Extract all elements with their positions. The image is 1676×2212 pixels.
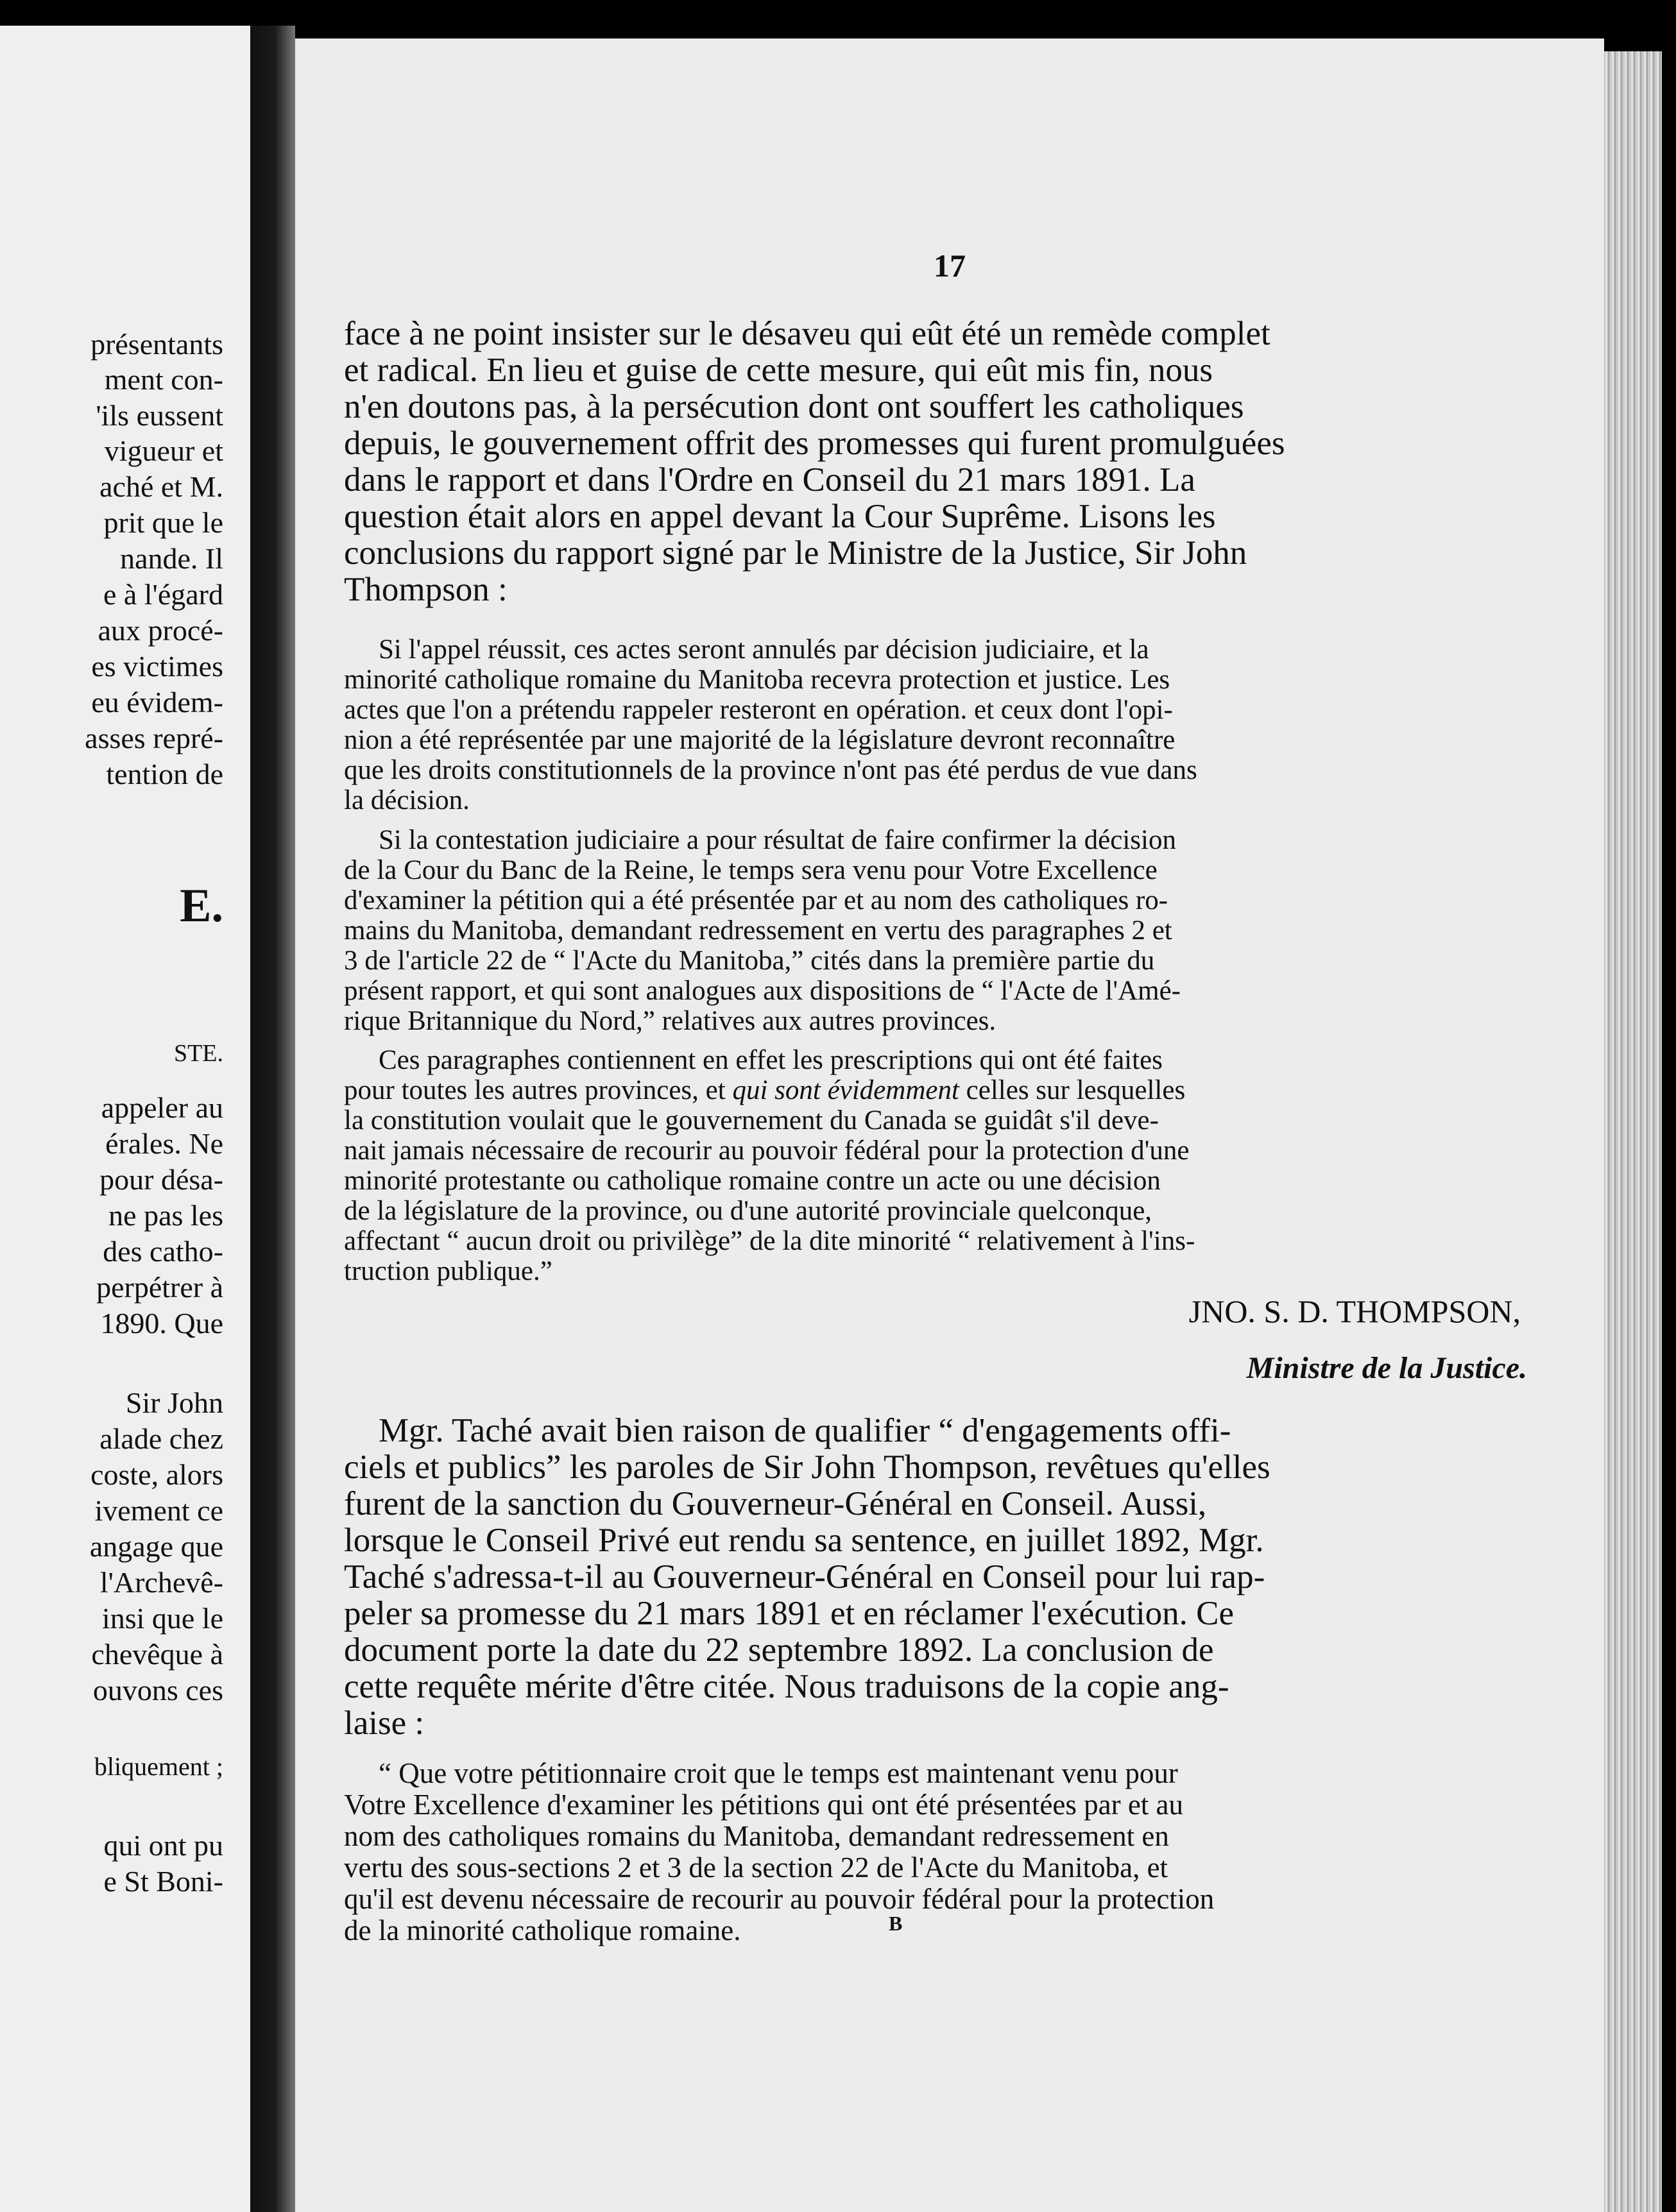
quote-text-line: d'examiner la pétition qui a été présentée par et au nom des catholiques ro- [344, 885, 1168, 915]
quote-text-line: Votre Excellence d'examiner les pétitions qui ont été présentées par et au [344, 1789, 1184, 1821]
body-text-line: et radical. En lieu et guise de cette mesure, qui eût mis fin, nous [344, 352, 1213, 389]
body-text-line: Thompson : [344, 571, 508, 608]
body-text-line: lorsque le Conseil Privé eut rendu sa sentence, en juillet 1892, Mgr. [344, 1522, 1264, 1559]
body-text-line: peler sa promesse du 21 mars 1891 et en réclamer l'exécution. Ce [344, 1595, 1235, 1632]
left-text-line: ouvons ces [92, 1674, 223, 1706]
left-text-line: aux procé- [98, 614, 223, 647]
quote-text-line: nion a été représentée par une majorité de la législature devront reconnaître [344, 725, 1176, 755]
quote-text-line: Si l'appel réussit, ces actes seront annulés par décision judiciaire, et la [379, 634, 1149, 665]
quote-text-segment: pour toutes les autres provinces, et [344, 1075, 733, 1105]
left-text-line: pour désa- [99, 1163, 223, 1196]
body-text-line: face à ne point insister sur le désaveu qui eût été un remède complet [344, 315, 1270, 352]
quote-text-line: rique Britannique du Nord,” relatives aux autres provinces. [344, 1006, 996, 1036]
page-stack-edge [1604, 51, 1662, 2212]
body-text-line: Taché s'adressa-t-il au Gouverneur-Général en Conseil pour lui rap- [344, 1558, 1265, 1595]
signature-name: JNO. S. D. THOMPSON, [1188, 1293, 1521, 1329]
left-text-line: e à l'égard [103, 578, 223, 611]
quote-italic-segment: qui sont évidemment [732, 1075, 959, 1105]
quote-text-line: Si la contestation judiciaire a pour résultat de faire confirmer la décision [379, 825, 1176, 855]
left-text-line: Sir John [125, 1386, 223, 1419]
book-gutter [250, 26, 295, 2212]
left-text-line: perpétrer à [96, 1271, 223, 1304]
left-page-fragment [0, 26, 250, 2212]
left-text-line: alade chez [99, 1422, 223, 1455]
left-text-line: asses repré- [85, 722, 223, 754]
body-text-line: dans le rapport et dans l'Ordre en Conseil du 21 mars 1891. La [344, 461, 1195, 498]
quote-text-line: minorité protestante ou catholique romaine contre un acte ou une décision [344, 1166, 1161, 1196]
quote-text-line: minorité catholique romaine du Manitoba recevra protection et justice. Les [344, 665, 1170, 695]
body-text-line: document porte la date du 22 septembre 1892. La conclusion de [344, 1631, 1214, 1669]
quote-text-line: “ Que votre pétitionnaire croit que le temps est maintenant venu pour [379, 1757, 1178, 1789]
left-text-line: appeler au [101, 1091, 223, 1124]
quote-text-line: présent rapport, et qui sont analogues aux dispositions de “ l'Acte de l'Amé- [344, 976, 1181, 1006]
left-text-line: qui ont pu [103, 1829, 223, 1862]
left-text-line: nande. Il [120, 542, 223, 575]
body-text-line: question était alors en appel devant la Cour Suprême. Lisons les [344, 498, 1216, 535]
left-text-line: érales. Ne [105, 1127, 223, 1160]
body-text-line: depuis, le gouvernement offrit des promesses qui furent promulguées [344, 425, 1285, 462]
left-text-line: ment con- [104, 363, 223, 396]
left-text-line: 1890. Que [100, 1307, 223, 1340]
quote-text-line: que les droits constitutionnels de la province n'ont pas été perdus de vue dans [344, 755, 1197, 785]
body-text-line: Mgr. Taché avait bien raison de qualifier “ d'engagements offi- [379, 1412, 1231, 1449]
left-heading: E. [180, 880, 223, 932]
left-text-line: eu évidem- [91, 686, 223, 719]
body-text-line: ciels et publics” les paroles de Sir John Thompson, revêtues qu'elles [344, 1449, 1270, 1486]
quote-text-line: nait jamais nécessaire de recourir au pouvoir fédéral pour la protection d'une [344, 1136, 1190, 1166]
left-text-line: 'ils eussent [96, 399, 223, 432]
left-text-line: prit que le [103, 506, 223, 539]
left-text-line: aché et M. [99, 470, 223, 503]
body-text-line: furent de la sanction du Gouverneur-Général en Conseil. Aussi, [344, 1485, 1207, 1522]
quote-text-line: la décision. [344, 785, 470, 815]
body-text-line: cette requête mérite d'être citée. Nous traduisons de la copie ang- [344, 1668, 1229, 1705]
left-text-line: l'Archevê- [99, 1566, 223, 1599]
quote-text-line: mains du Manitoba, demandant redressement en vertu des paragraphes 2 et [344, 915, 1172, 946]
quote-text-line: affectant “ aucun droit ou privilège” de la dite minorité “ relativement à l'ins- [344, 1226, 1195, 1256]
quote-text-line: la constitution voulait que le gouvernement du Canada se guidât s'il deve- [344, 1105, 1159, 1136]
signature-title: Ministre de la Justice. [1246, 1351, 1527, 1385]
signature-mark: B [889, 1912, 903, 1935]
quote-text-line: de la minorité catholique romaine. [344, 1914, 741, 1946]
quote-text-line: de la législature de la province, ou d'une autorité provinciale quelconque, [344, 1196, 1152, 1226]
quote-text-line: Ces paragraphes contiennent en effet les prescriptions qui ont été faites [379, 1045, 1163, 1075]
left-text-line: bliquement ; [94, 1752, 223, 1781]
quote-text-line: actes que l'on a prétendu rappeler resteront en opération. et ceux dont l'opi- [344, 695, 1173, 725]
body-text-line: laise : [344, 1705, 425, 1742]
body-text-line: n'en doutons pas, à la persécution dont ont souffert les catholiques [344, 388, 1244, 425]
left-subheading: STE. [173, 1040, 223, 1067]
left-text-line: vigueur et [104, 434, 223, 467]
quote-text-segment: celles sur lesquelles [959, 1075, 1186, 1105]
left-text-line: ivement ce [94, 1494, 223, 1527]
main-page [295, 38, 1604, 2212]
left-text-line: chevêque à [91, 1638, 223, 1671]
quote-text-line: 3 de l'article 22 de “ l'Acte du Manitoba,” cités dans la première partie du [344, 946, 1155, 976]
quote-text-line [344, 1075, 1185, 1106]
left-text-line: des catho- [103, 1235, 223, 1268]
left-text-line: es victimes [91, 650, 223, 683]
quote-text-line: qu'il est devenu nécessaire de recourir au pouvoir fédéral pour la protection [344, 1883, 1215, 1915]
left-text-line: tention de [106, 758, 223, 790]
quote-text-line: vertu des sous-sections 2 et 3 de la section 22 de l'Acte du Manitoba, et [344, 1851, 1168, 1884]
left-text-line: angage que [89, 1530, 223, 1563]
left-text-line: insi que le [101, 1602, 223, 1635]
quote-text-line: nom des catholiques romains du Manitoba, demandant redressement en [344, 1820, 1169, 1852]
quote-text-line: truction publique.” [344, 1256, 552, 1286]
left-text-line: e St Boni- [103, 1865, 223, 1898]
left-text-line: ne pas les [108, 1199, 223, 1232]
left-text-line: présentants [90, 328, 223, 361]
quote-text-line: de la Cour du Banc de la Reine, le temps sera venu pour Votre Excellence [344, 855, 1158, 885]
body-text-line: conclusions du rapport signé par le Ministre de la Justice, Sir John [344, 534, 1247, 572]
page-number: 17 [934, 248, 966, 284]
right-border [1662, 0, 1676, 2212]
left-text-line: coste, alors [90, 1458, 223, 1491]
